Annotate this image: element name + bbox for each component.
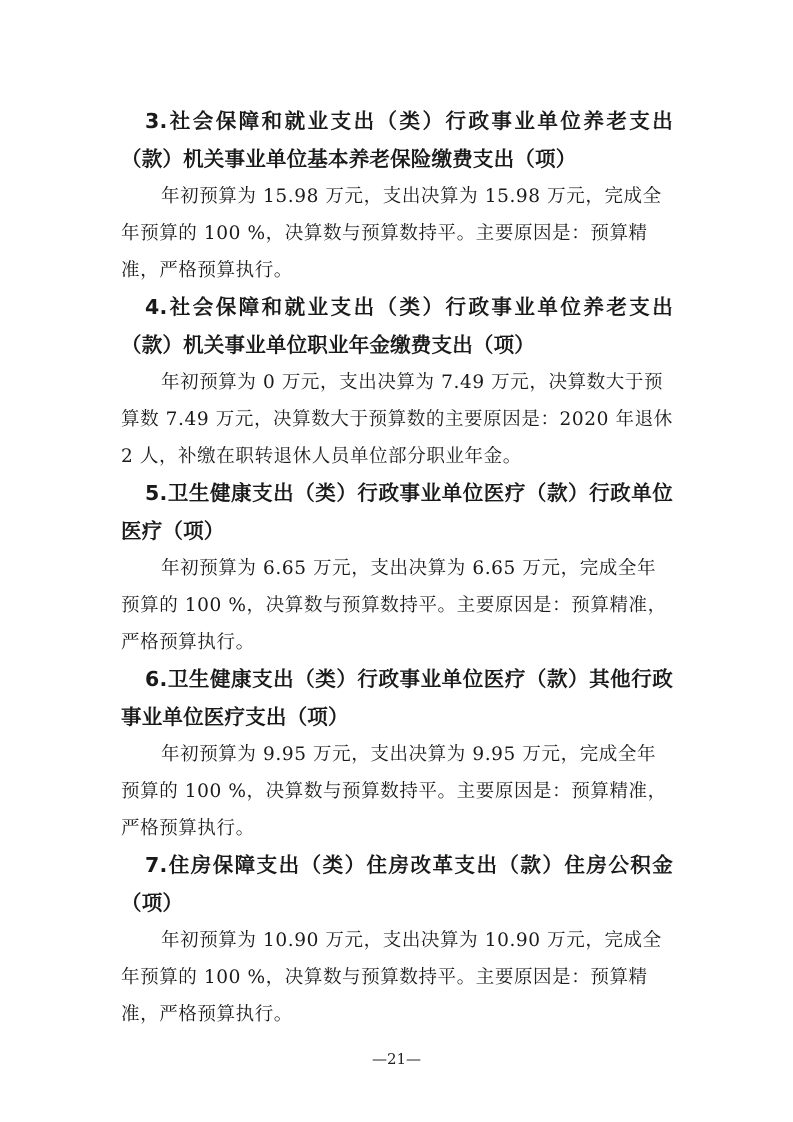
section-body-7: 年初预算为 10.90 万元，支出决算为 10.90 万元，完成全年预算的 100 %，决算数与预算数持平。主要原因是：预算精准，严格预算执行。 <box>121 930 662 1025</box>
section-heading-6: 6.卫生健康支出（类）行政事业单位医疗（款）其他行政事业单位医疗支出（项） <box>121 667 673 729</box>
document-content <box>121 103 673 1033</box>
page-number: —21— <box>371 1050 422 1068</box>
section-heading-5: 5.卫生健康支出（类）行政事业单位医疗（款）行政单位医疗（项） <box>121 481 673 543</box>
section-body-4: 年初预算为 0 万元，支出决算为 7.49 万元，决算数大于预算数 7.49 万元，决算数大于预算数的主要原因是：2020 年退休 2 人，补缴在职转退休人员单位部分职业年金。 <box>121 372 673 467</box>
section-heading-4: 4.社会保障和就业支出（类）行政事业单位养老支出（款）机关事业单位职业年金缴费支出（项） <box>121 295 673 357</box>
section-body-5: 年初预算为 6.65 万元，支出决算为 6.65 万元，完成全年预算的 100 %，决算数与预算数持平。主要原因是：预算精准，严格预算执行。 <box>121 558 667 653</box>
section-heading-3: 3.社会保障和就业支出（类）行政事业单位养老支出（款）机关事业单位基本养老保险缴费支出（项） <box>121 109 673 171</box>
section-heading-7: 7.住房保障支出（类）住房改革支出（款）住房公积金（项） <box>121 853 673 915</box>
section-body-6: 年初预算为 9.95 万元，支出决算为 9.95 万元，完成全年预算的 100 %，决算数与预算数持平。主要原因是：预算精准，严格预算执行。 <box>121 744 667 839</box>
section-body-3: 年初预算为 15.98 万元，支出决算为 15.98 万元，完成全年预算的 100 %，决算数与预算数持平。主要原因是：预算精准，严格预算执行。 <box>121 186 662 281</box>
